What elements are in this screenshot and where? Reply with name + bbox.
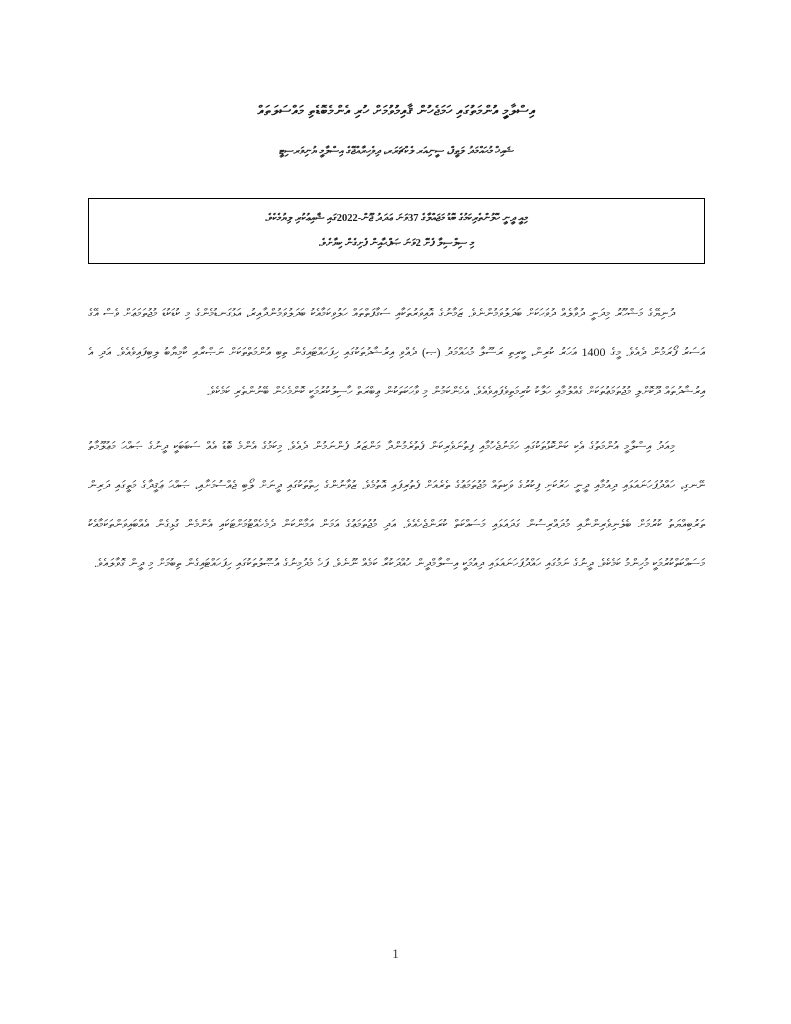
summary-box-line-1: މިއީ ދީނީ ހޭލުންތެރިކަމުގެ ބޮޑު މަޖައްލާގެ 37ވަނަ ޢަދަދު ޖޫން-2022ގައި ޝާއިޢުކުރި ލިޔުމެކެވެ.	[264, 213, 529, 224]
page-number: 1	[392, 947, 399, 961]
summary-box	[88, 198, 705, 264]
document-title: އިސްލާމީ އުންމަތުގައި ހަމަޖެހުން ޤާއިމުވުމަށް ހުރި އެންމެބޮޑެތި މައްސަލަތައް	[257, 103, 536, 118]
summary-box-line-2: މި ސިލްސިލާ ފެށޭ 2ވަނަ ޞަފްޙާއިން ފެށިގެން ކިޔާށެވެ.	[318, 238, 475, 249]
document-subtitle: ޝައިޚް މުޙައްމަދު ލަޠީފް، ސީނިއަރ ލެކްޗަރަރ، ދިވެހިރާއްޖޭގެ އިސްލާމީ ޔުނިވަރސިޓީ	[279, 146, 514, 157]
document-content	[88, 0, 705, 583]
body-paragraph-1: ދުނިޔޭގެ މަޝްހޫރު މިދަނީ ދުވާލެއް ދުވަހަކަށް ބަދަލުވަމުންނެވެ. ޒަމާނުގެ އޮއިވަރުތަކާއި ސަގާފަތްތައް ހަލުވިކަމާއެކު ބަދަލުވަމުންދާއިރު، އަޅުގަނޑުމެންގެ މި ކުޑަކުޑަ މުޖުތަމަޢަށް ވެސް އޭގެ އަސަރު ފޯރަމުން ދެއެވެ. މީގެ 1400 އަހަރު ކުރިން، ކީރިތި ރަސޫލާ މުޙައްމަދު (ޞ) ދެއްވި އިރުޝާދުތަކުގައި ހިފަހައްޓައިގެން ތިބި އުންމަތްތަކަށް ނަޞްރާއި ކާމިޔާބު ލިބިފައިވެއެވެ. އަދި އެ އިރުޝާދުތައް ދޫކޮށްލި މުޖުތަމަޢުތަކަށް ގެއްލުމާއި ހަލާކު ކުރިމަތިވެފައިވެއެވެ. އެހެންކަމުން މި ވާހަކަތަކުން ޢިބްރަތް ހާސިލުކުރުމަކީ ކޮންމެހެން ބޭނުންތެރި ކަމެކެވެ.	[88, 306, 705, 398]
body-paragraph-2: މިއަދު އިސްލާމީ އުންމަތުގެ އެކި ކަންކޮޅުތަކުގައި ހަމަނުޖެހުމާއި ފިތުނަވެރިކަން ފެތުރެމުންދާ މަންޒަރު ފެންނަމުން ދެއެވެ. މިކަމުގެ އެންމެ ބޮޑު އެއް ސަބަބަކީ ދީނުގެ ޞައްޙަ މަޢުލޫމާތު ނޭނގި، ހައްދުފަހަނައަޅައި ދިއުމާއި ދީނީ ހަރުކަށި ފިކުރުގެ ވަކިތައް މުޖުތަމަޢުގެ ތެރެއަށް ފެތުރިފައި އޮތުމެވެ. ޒުވާނުންގެ ހިތްތަކުގައި ދީނަށް ލޯބި ޖެއްސުމަށާއި، ޞައްޙަ ޢަޤީދާގެ މަތީގައި ދަރިން ތަރުބިއްޔަތު ކުރުމަށް ބެލެނިވެރިންނާއި މުދައްރިސުން ގަދައަޅައި މަސައްކަތް ކުރަންޖެހެއެވެ. އަދި މުޖުތަމަޢުގެ އަމަން އަމާންކަން ދެމެހެއްޓުމަށްޓަކައި އެންމެން ގުޅިގެން އެއްބައިވަންތަކަމާއެކު މަސައްކަތްކުރުމަކީ މުހިންމު ކަމެކެވެ. ދީނުގެ ނަމުގައި ހައްދުފަހަނައަޅައި ދިއުމަކީ އިސްލާމްދީން ހުއްދަކުރާ ކަމެއް ނޫނެވެ. ފަހެ މެދުމިނުގެ އުޞޫލުތަކުގައި ހިފަހައްޓައިގެން ތިބުމަށް މި ދީން ގޮވާލައެވެ.	[88, 439, 705, 570]
